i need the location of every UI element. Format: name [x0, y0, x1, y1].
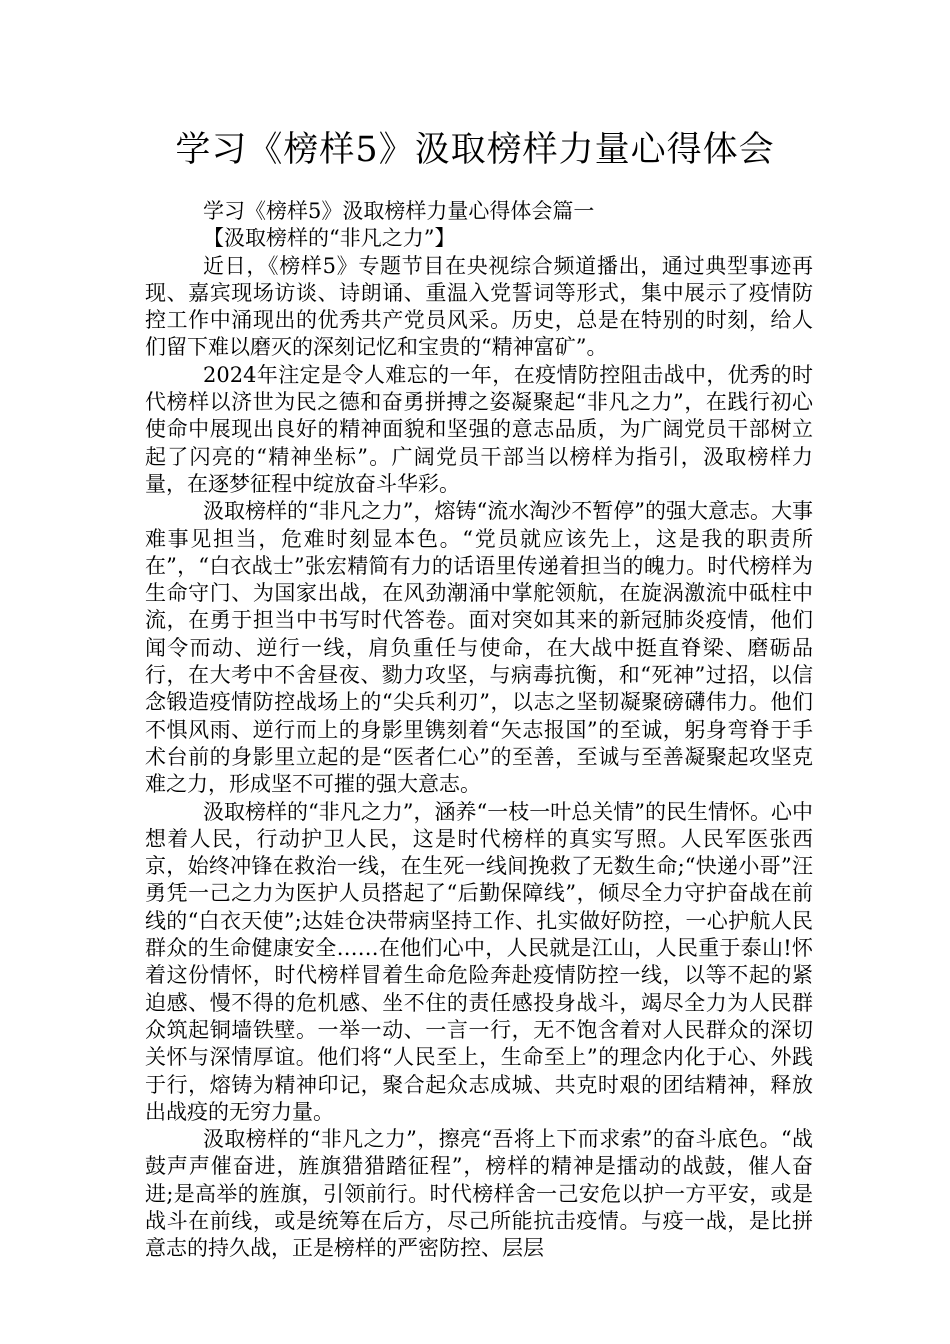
paragraph: 汲取榜样的“非凡之力”，涵养“一枝一叶总关情”的民生情怀。心中想着人民，行动护卫人民，这是时代榜样的真实写照。人民军医张西京，始终冲锋在救治一线，在生死一线间挽救了无数生命;“快递小哥”汪勇凭一己之力为医护人员搭起了“后勤保障线”，倾尽全力守护奋战在前线的“白衣天使”;达娃仓决带病坚持工作、扎实做好防控，一心护航人民群众的生命健康安全……在他们心中，人民就是江山，人民重于泰山!怀着这份情怀，时代榜样冒着生命危险奔赴疫情防控一线，以等不起的紧迫感、慢不得的危机感、坐不住的责任感投身战斗，竭尽全力为人民群众筑起铜墙铁壁。一举一动、一言一行，无不饱含着对人民群众的深切关怀与深情厚谊。他们将“人民至上，生命至上”的理念内化于心、外践于行，熔铸为精神印记，聚合起众志成城、共克时艰的团结精神，释放出战疫的无穷力量。: [145, 799, 813, 1124]
paragraph: 汲取榜样的“非凡之力”，熔铸“流水淘沙不暂停”的强大意志。大事难事见担当，危难时刻显本色。“党员就应该先上，这是我的职责所在”，“白衣战士”张宏精简有力的话语里传递着担当的魄力。时代榜样为生命守门、为国家出战，在风劲潮涌中掌舵领航，在旋涡激流中砥柱中流，在勇于担当中书写时代答卷。面对突如其来的新冠肺炎疫情，他们闻令而动、逆行一线，肩负重任与使命，在大战中挺直脊梁、磨砺品行，在大考中不舍昼夜、勠力攻坚，与病毒抗衡，和“死神”过招，以信念锻造疫情防控战场上的“尖兵利刃”，以志之坚韧凝聚磅礴伟力。他们不惧风雨、逆行而上的身影里镌刻着“矢志报国”的至诚，躬身弯脊于手术台前的身影里立起的是“医者仁心”的至善，至诚与至善凝聚起攻坚克难之力，形成坚不可摧的强大意志。: [145, 499, 813, 797]
document-title: 学习《榜样5》汲取榜样力量心得体会: [175, 130, 775, 170]
section-heading: 【汲取榜样的“非凡之力”】: [203, 226, 456, 251]
paragraph: 汲取榜样的“非凡之力”，擦亮“吾将上下而求索”的奋斗底色。“战鼓声声催奋进，旌旗猎猎踏征程”，榜样的精神是擂动的战鼓，催人奋进;是高举的旌旗，引领前行。时代榜样舍一己安危以护一方平安，或是战斗在前线，或是统筹在后方，尽己所能抗击疫情。与疫一战，是比拼意志的持久战，正是榜样的严密防控、层层: [145, 1127, 813, 1261]
paragraph: 2024年注定是令人难忘的一年，在疫情防控阻击战中，优秀的时代榜样以济世为民之德和奋勇拼搏之姿凝聚起“非凡之力”，在践行初心使命中展现出良好的精神面貌和坚强的意志品质，为广阔党员干部树立起了闪亮的“精神坐标”。广阔党员干部当以榜样为指引，汲取榜样力量，在逐梦征程中绽放奋斗华彩。: [145, 362, 813, 496]
section-subtitle: 学习《榜样5》汲取榜样力量心得体会篇一: [203, 199, 595, 223]
document-body: [145, 198, 813, 1263]
paragraph: 近日，《榜样5》专题节目在央视综合频道播出，通过典型事迹再现、嘉宾现场访谈、诗朗诵、重温入党誓词等形式，集中展示了疫情防控工作中涌现出的优秀共产党员风采。历史，总是在特别的时刻，给人们留下难以磨灭的深刻记忆和宝贵的“精神富矿”。: [145, 253, 813, 360]
